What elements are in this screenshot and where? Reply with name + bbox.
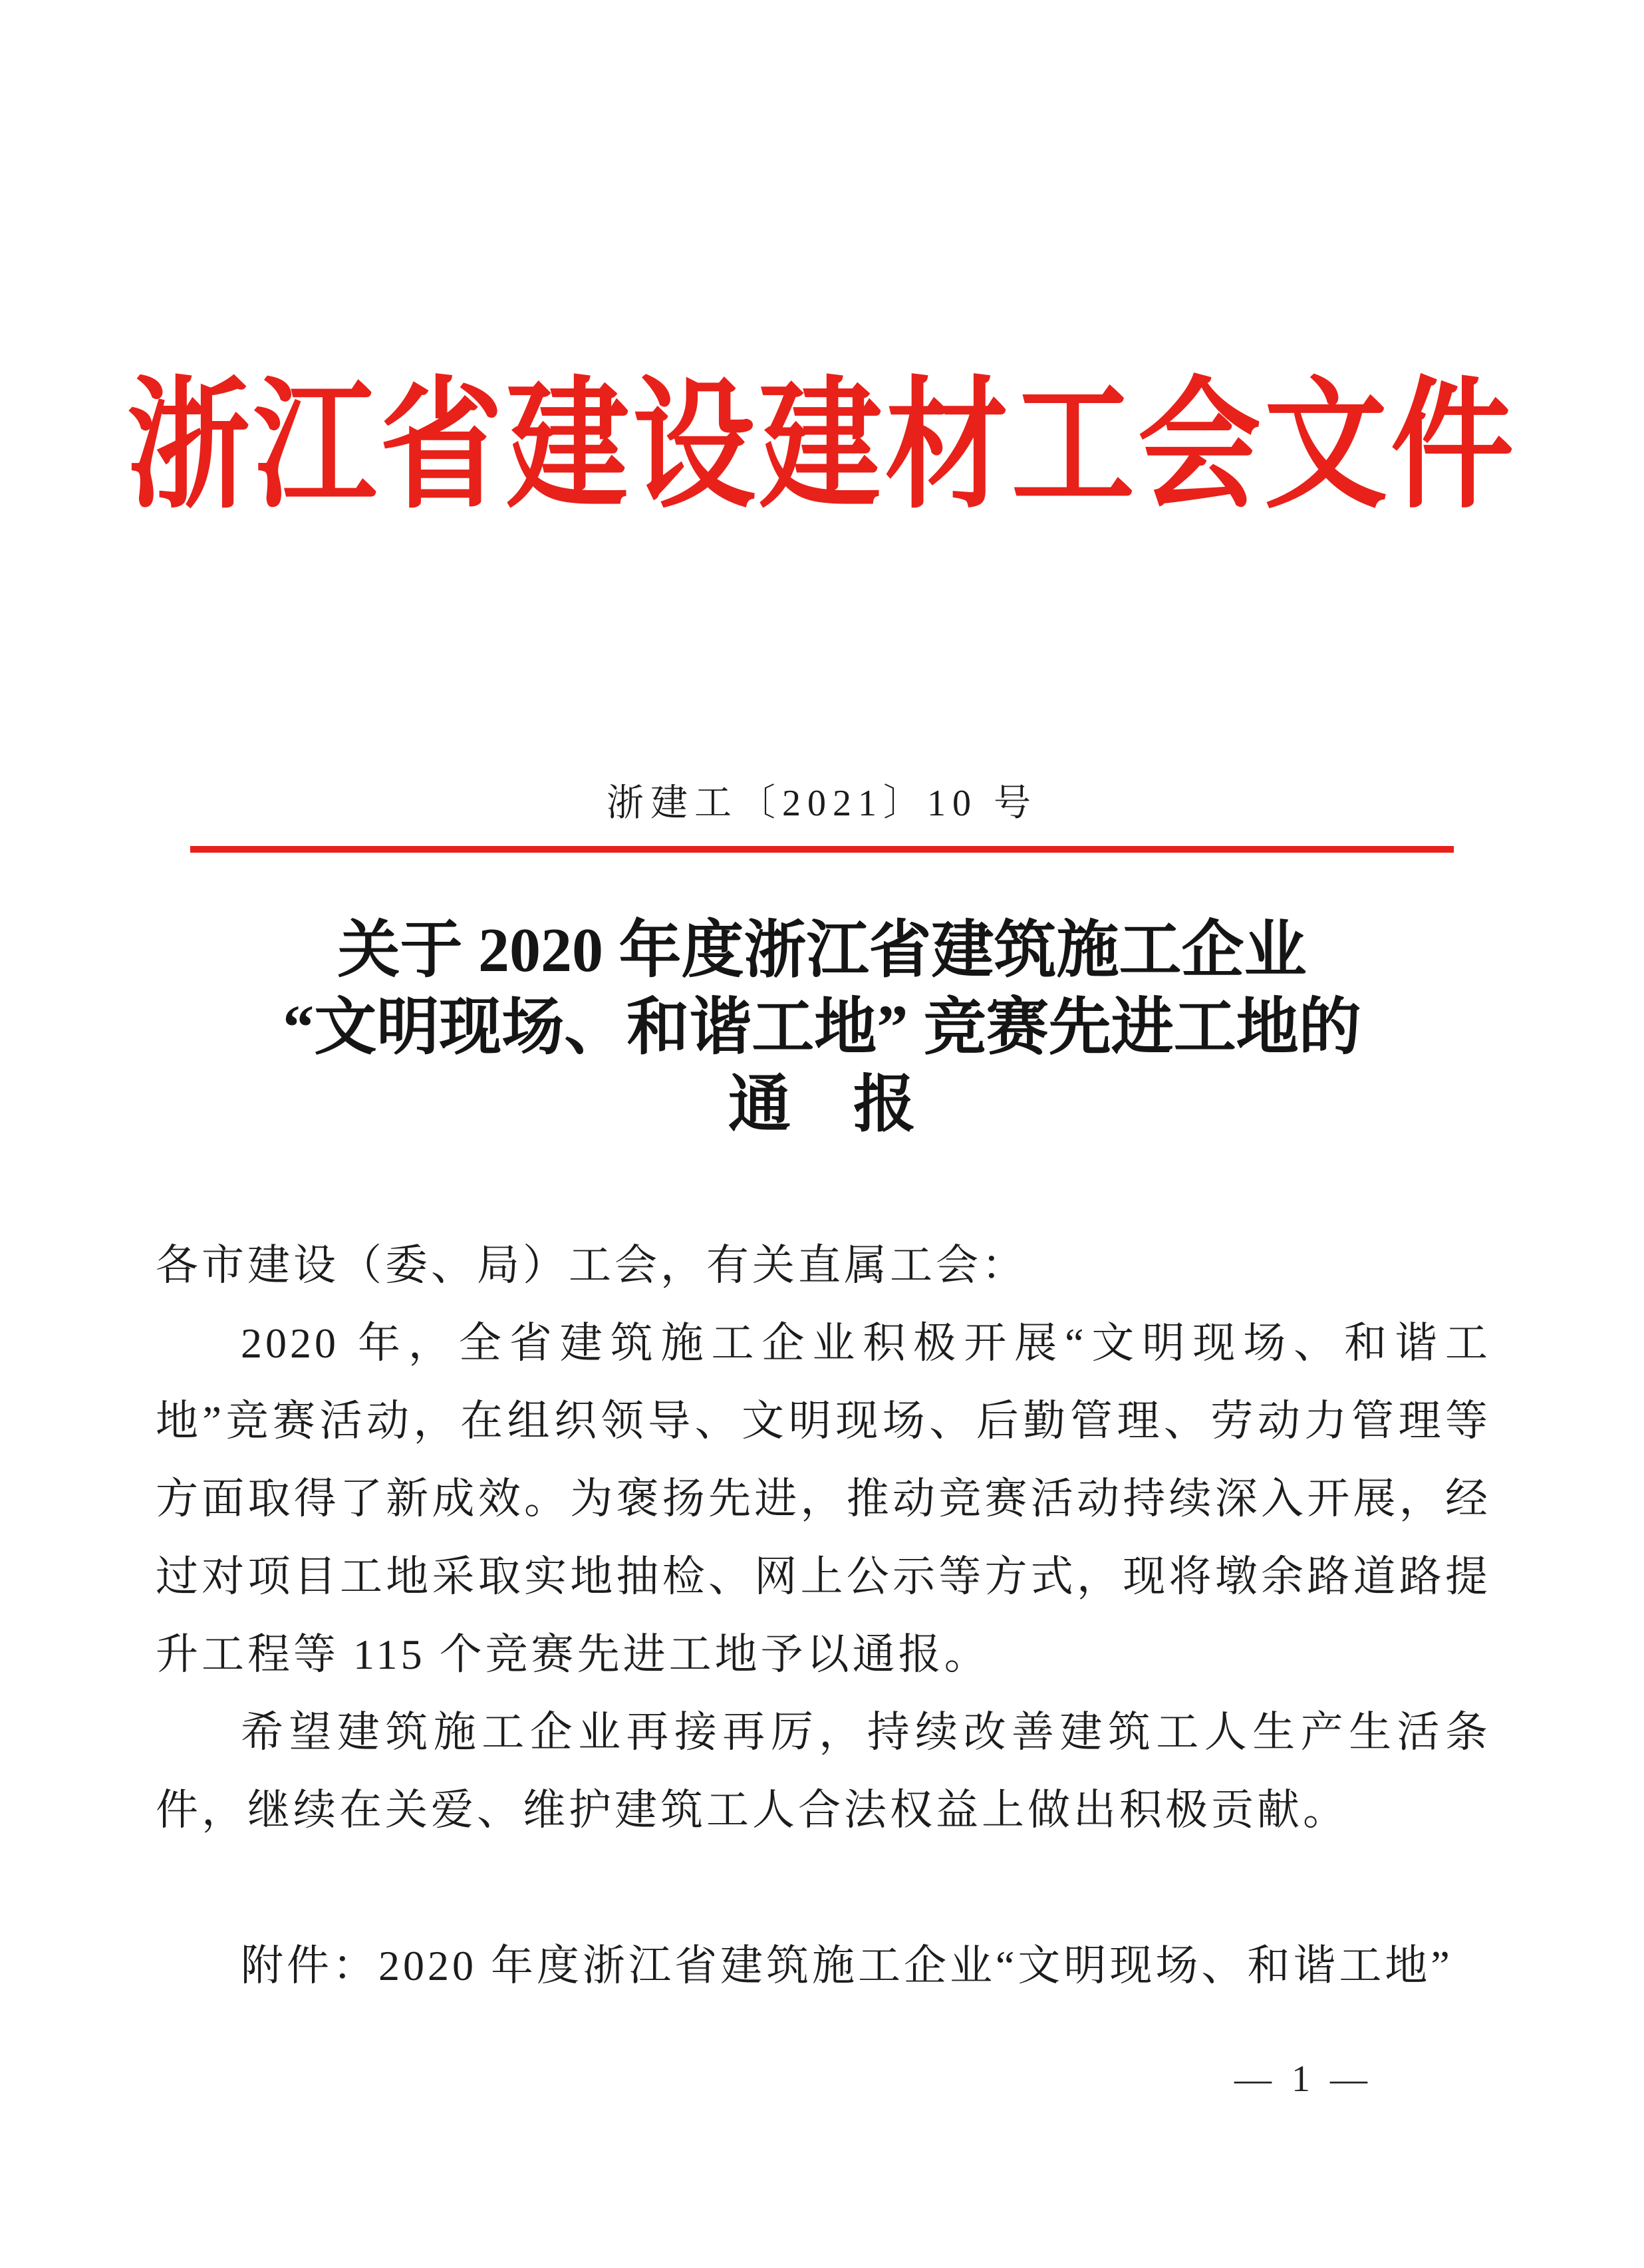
notice-title-line-1: 关于 2020 年度浙江省建筑施工企业 — [337, 916, 1307, 985]
notice-title — [0, 912, 1644, 1143]
paragraph-expectation: 希望建筑施工企业再接再厉，持续改善建筑工人生产生活条件，继续在关爱、维护建筑工人合法权益上做出积极贡献。 — [156, 1709, 1491, 1834]
notice-title-line-2: “文明现场、和谐工地” 竞赛先进工地的 — [283, 993, 1361, 1062]
masthead-title: 浙江省建设建材工会文件 — [127, 368, 1517, 526]
notice-body — [156, 1226, 1491, 2005]
attachment-line: 附件：2020 年度浙江省建筑施工企业“文明现场、和谐工地” — [241, 1942, 1453, 1989]
paragraph-competition-overview: 2020 年，全省建筑施工企业积极开展“文明现场、和谐工地”竞赛活动，在组织领导、文明现场、后勤管理、劳动力管理等方面取得了新成效。为褒扬先进，推动竞赛活动持续深入开展，经过对项目工地采取实地抽检、网上公示等方式，现将墩余路道路提升工程等 115 个竞赛先进工地予以通报。 — [156, 1320, 1491, 1678]
notice-title-line-3: 通 报 — [728, 1070, 916, 1139]
page-number: — 1 — — [1234, 2058, 1373, 2100]
salutation: 各市建设（委、局）工会，有关直属工会： — [156, 1242, 1028, 1289]
document-number: 浙建工〔2021〕10 号 — [607, 783, 1037, 824]
red-separator-line — [190, 846, 1454, 853]
